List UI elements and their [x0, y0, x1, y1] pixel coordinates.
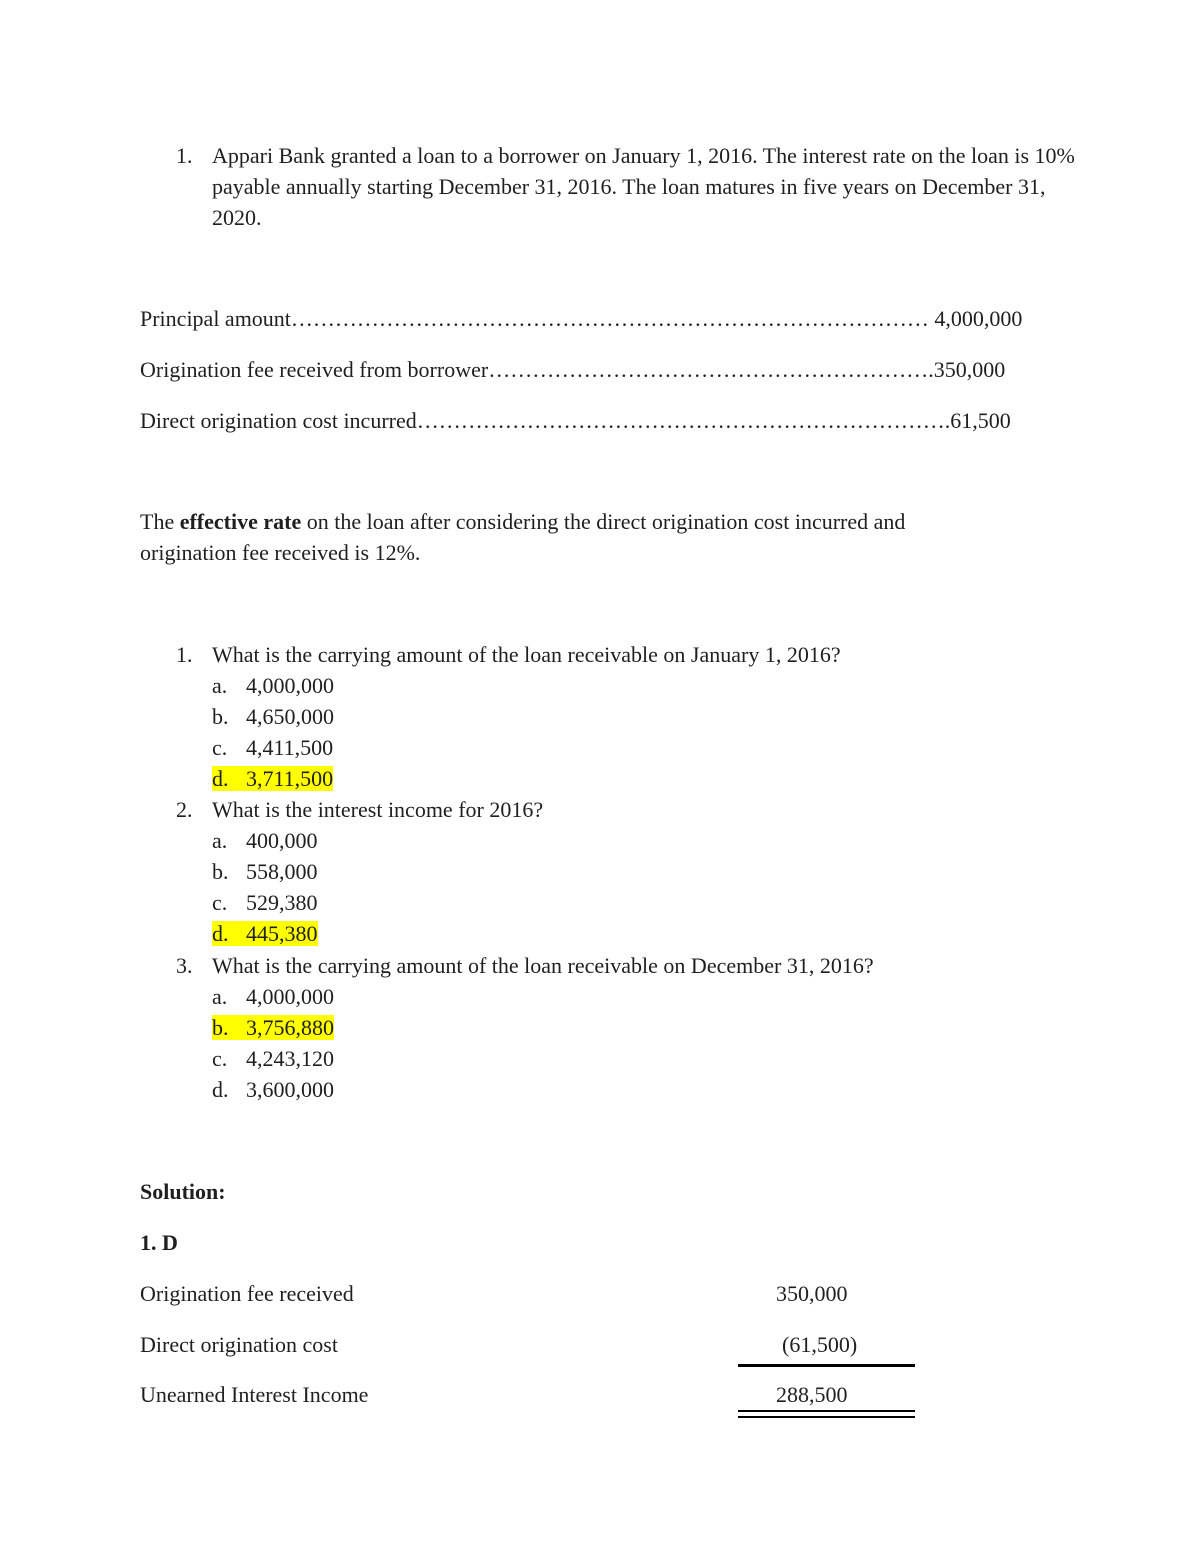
solution-heading: Solution:: [140, 1179, 226, 1204]
solution-answer: 1. D: [140, 1230, 178, 1255]
given-value: 4,000,000: [934, 306, 1023, 331]
option-letter: d.: [212, 921, 229, 946]
option-letter: b.: [212, 704, 229, 729]
option-letter: b.: [212, 1015, 229, 1040]
given-direct-cost: [140, 405, 1011, 436]
option: [212, 1074, 334, 1105]
effective-rate-term: effective rate: [179, 509, 302, 534]
option-letter: a.: [212, 828, 228, 853]
question-number: 1.: [176, 642, 193, 667]
option-letter: d.: [212, 766, 229, 791]
solution-row-label: Unearned Interest Income: [140, 1382, 369, 1407]
solution-row-label: Origination fee received: [140, 1281, 354, 1306]
option-value: 3,756,880: [246, 1015, 334, 1040]
solution-row-value: (61,500): [782, 1332, 858, 1357]
given-label: Direct origination cost incurred: [140, 408, 417, 433]
option-correct: [212, 763, 333, 794]
problem-number: 1.: [176, 143, 193, 168]
effective-prefix: The: [140, 509, 180, 534]
option-value: 4,650,000: [246, 704, 334, 729]
option-value: 400,000: [246, 828, 318, 853]
leader-dots: ……………………………………………………………….: [416, 408, 951, 433]
option-correct: [212, 1012, 334, 1043]
option: [212, 856, 318, 887]
option-value: 529,380: [246, 890, 318, 915]
option: [212, 981, 334, 1012]
option: [212, 732, 333, 763]
given-value: 61,500: [950, 408, 1011, 433]
double-rule-bottom: [738, 1416, 915, 1418]
option-correct: [212, 918, 318, 949]
given-label: Principal amount: [140, 306, 291, 331]
effective-rate-line-1: [140, 506, 905, 537]
effective-rate-line-2: origination fee received is 12%.: [140, 540, 421, 565]
option-letter: c.: [212, 735, 228, 760]
option-letter: d.: [212, 1077, 229, 1102]
question-text: What is the carrying amount of the loan receivable on January 1, 2016?: [212, 642, 841, 667]
option: [212, 887, 318, 918]
option-letter: a.: [212, 984, 228, 1009]
problem-text: Appari Bank granted a loan to a borrower on January 1, 2016. The interest rate on the loan is 10% payable annually starting December 31, 2016. The loan matures in five years on December 31, 2020.: [212, 143, 1075, 230]
question-number: 2.: [176, 797, 193, 822]
option: [212, 670, 334, 701]
given-origination-fee: [140, 354, 1005, 385]
given-value: 350,000: [933, 357, 1006, 382]
option-letter: a.: [212, 673, 228, 698]
effective-rest: on the loan after considering the direct origination cost incurred and: [301, 509, 906, 534]
solution-row-label: Direct origination cost: [140, 1332, 338, 1357]
option-value: 4,243,120: [246, 1046, 334, 1071]
option: [212, 825, 318, 856]
option-value: 445,380: [246, 921, 318, 946]
leader-dots: ……………………………………………………………………………: [290, 306, 929, 331]
option: [212, 1043, 334, 1074]
solution-row-value: 350,000: [776, 1281, 848, 1306]
question-number: 3.: [176, 953, 193, 978]
option-value: 4,411,500: [246, 735, 334, 760]
option-letter: c.: [212, 1046, 228, 1071]
subtotal-rule: [738, 1364, 915, 1367]
given-label: Origination fee received from borrower: [140, 357, 489, 382]
double-rule-top: [738, 1410, 915, 1412]
option-value: 3,711,500: [246, 766, 334, 791]
option-letter: c.: [212, 890, 228, 915]
solution-row-value: 288,500: [776, 1382, 848, 1407]
question-text: What is the carrying amount of the loan receivable on December 31, 2016?: [212, 953, 874, 978]
option-letter: b.: [212, 859, 229, 884]
question-text: What is the interest income for 2016?: [212, 797, 544, 822]
option-value: 4,000,000: [246, 673, 334, 698]
option-value: 4,000,000: [246, 984, 334, 1009]
option: [212, 701, 334, 732]
given-principal: [140, 303, 1022, 334]
option-value: 558,000: [246, 859, 318, 884]
option-value: 3,600,000: [246, 1077, 334, 1102]
leader-dots: …………………………………………………….: [488, 357, 934, 382]
